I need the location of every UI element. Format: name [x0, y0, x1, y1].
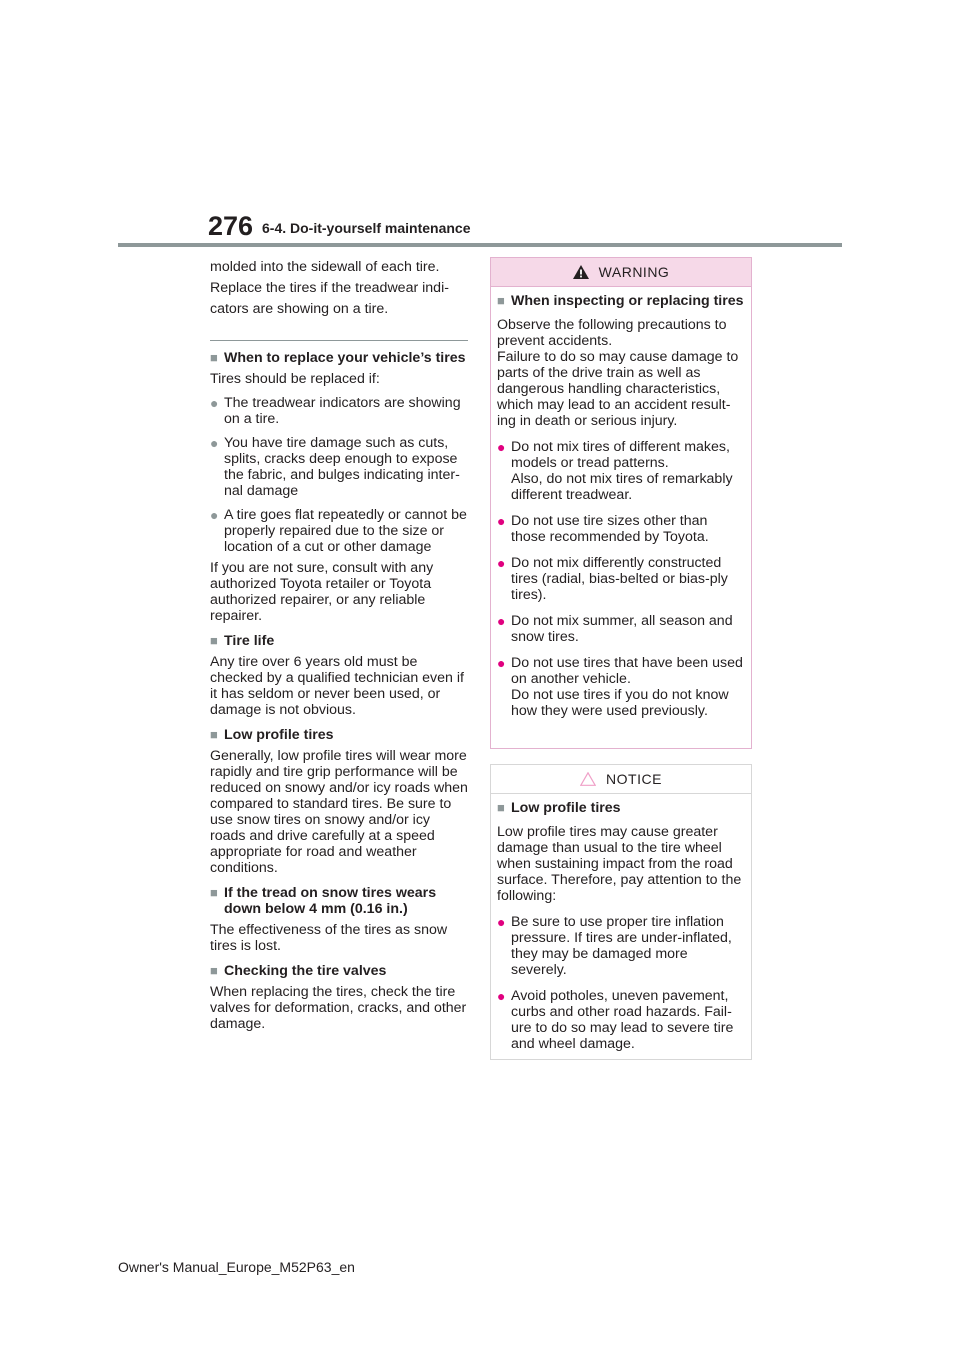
heading-when-replace: ■ When to replace your vehicle’s tires — [210, 350, 466, 366]
circle-bullet-icon: ● — [210, 435, 219, 451]
circle-bullet-icon: ● — [210, 507, 219, 523]
notice-label: NOTICE — [606, 771, 662, 787]
circle-bullet-icon: ● — [497, 439, 506, 455]
left-column — [210, 257, 468, 1032]
square-bullet-icon: ■ — [210, 885, 218, 900]
page-number: 276 — [208, 211, 254, 241]
circle-bullet-icon: ● — [497, 513, 506, 529]
list-item: ● Do not mix differently constructed tires (radial, bias-belted or bias-ply tires). — [497, 555, 728, 603]
section-divider — [210, 340, 468, 341]
circle-bullet-icon: ● — [497, 655, 506, 671]
warning-heading: ■ When inspecting or replacing tires — [497, 293, 744, 309]
intro-line: cators are showing on a tire. — [210, 301, 389, 317]
low-profile-body: Generally, low profile tires will wear more rapidly and tire grip performance will be reduced on snowy and/or icy roads when compared to standard tires. Be sure to use snow tires on snowy and/or icy roads and drive carefully at a speed appropriate for road and weather conditions. — [210, 748, 468, 876]
list-item: ● Be sure to use proper tire inflation pressure. If tires are under-inflated, they may be damaged more severely. — [497, 914, 732, 978]
heading-tire-life: ■ Tire life — [210, 633, 275, 649]
warning-triangle-icon — [573, 265, 589, 279]
heading-valves: ■ Checking the tire valves — [210, 963, 387, 979]
when-replace-intro: Tires should be replaced if: — [210, 371, 380, 387]
list-item: ● The treadwear indicators are showing on a tire. — [210, 395, 461, 427]
warning-header — [491, 258, 751, 287]
intro-line: molded into the sidewall of each tire. — [210, 259, 440, 275]
square-bullet-icon: ■ — [497, 293, 505, 308]
square-bullet-icon: ■ — [210, 963, 218, 978]
notice-intro: Low profile tires may cause greater damage than usual to the tire wheel when sustaining impact from the road surface. Therefore, pay attention to the following: — [497, 824, 742, 904]
list-item: ● Do not use tire sizes other than those recommended by Toyota. — [497, 513, 709, 545]
heading-low-profile: ■ Low profile tires — [210, 727, 334, 743]
list-item: ● A tire goes flat repeatedly or cannot be properly repaired due to the size or location of a cut or other damage — [210, 507, 467, 555]
circle-bullet-icon: ● — [210, 395, 219, 411]
square-bullet-icon: ■ — [210, 350, 218, 365]
list-item: ● You have tire damage such as cuts, splits, cracks deep enough to expose the fabric, and bulges indicating inter-nal damage — [210, 435, 460, 499]
notice-header — [491, 765, 751, 794]
list-item: ● Avoid potholes, uneven pavement, curbs and other road hazards. Fail-ure to do so may lead to severe tire and wheel damage. — [497, 988, 734, 1052]
circle-bullet-icon: ● — [497, 613, 506, 629]
square-bullet-icon: ■ — [497, 800, 505, 815]
circle-bullet-icon: ● — [497, 988, 506, 1004]
valves-body: When replacing the tires, check the tire valves for deformation, cracks, and other damage. — [210, 984, 467, 1032]
notice-heading: ■ Low profile tires — [497, 800, 621, 816]
list-item: ● Do not mix tires of different makes, models or tread patterns. Also, do not mix tires of remarkably different treadwear. — [497, 439, 733, 503]
header-rule — [118, 243, 842, 247]
section-title: 6-4. Do-it-yourself maintenance — [262, 220, 471, 236]
warning-intro: Observe the following precautions to prevent accidents. Failure to do so may cause damage to parts of the drive train as well as dangerous handling characteristics, which may lead to an accident result-ing in death or serious injury. — [497, 317, 739, 429]
intro-line: Replace the tires if the treadwear indi- — [210, 280, 449, 296]
list-item: ● Do not use tires that have been used on another vehicle. Do not use tires if you do not know how they were used previously. — [497, 655, 743, 719]
caution-triangle-icon — [580, 772, 596, 786]
footer-manual-id: Owner's Manual_Europe_M52P63_en — [118, 1259, 355, 1275]
circle-bullet-icon: ● — [497, 555, 506, 571]
square-bullet-icon: ■ — [210, 727, 218, 742]
when-replace-footer: If you are not sure, consult with any authorized Toyota retailer or Toyota authorized repairer, or any reliable repairer. — [210, 560, 434, 624]
list-item: ● Do not mix summer, all season and snow tires. — [497, 613, 733, 645]
warning-label: WARNING — [598, 264, 670, 280]
snow-tread-body: The effectiveness of the tires as snow tires is lost. — [210, 922, 448, 954]
tire-life-body: Any tire over 6 years old must be checked by a qualified technician even if it has seldom or never been used, or damage is not obvious. — [210, 654, 464, 718]
square-bullet-icon: ■ — [210, 633, 218, 648]
notice-box — [490, 764, 752, 1060]
heading-snow-tread: ■ If the tread on snow tires wears down below 4 mm (0.16 in.) — [210, 885, 437, 917]
warning-box — [490, 257, 752, 749]
circle-bullet-icon: ● — [497, 914, 506, 930]
